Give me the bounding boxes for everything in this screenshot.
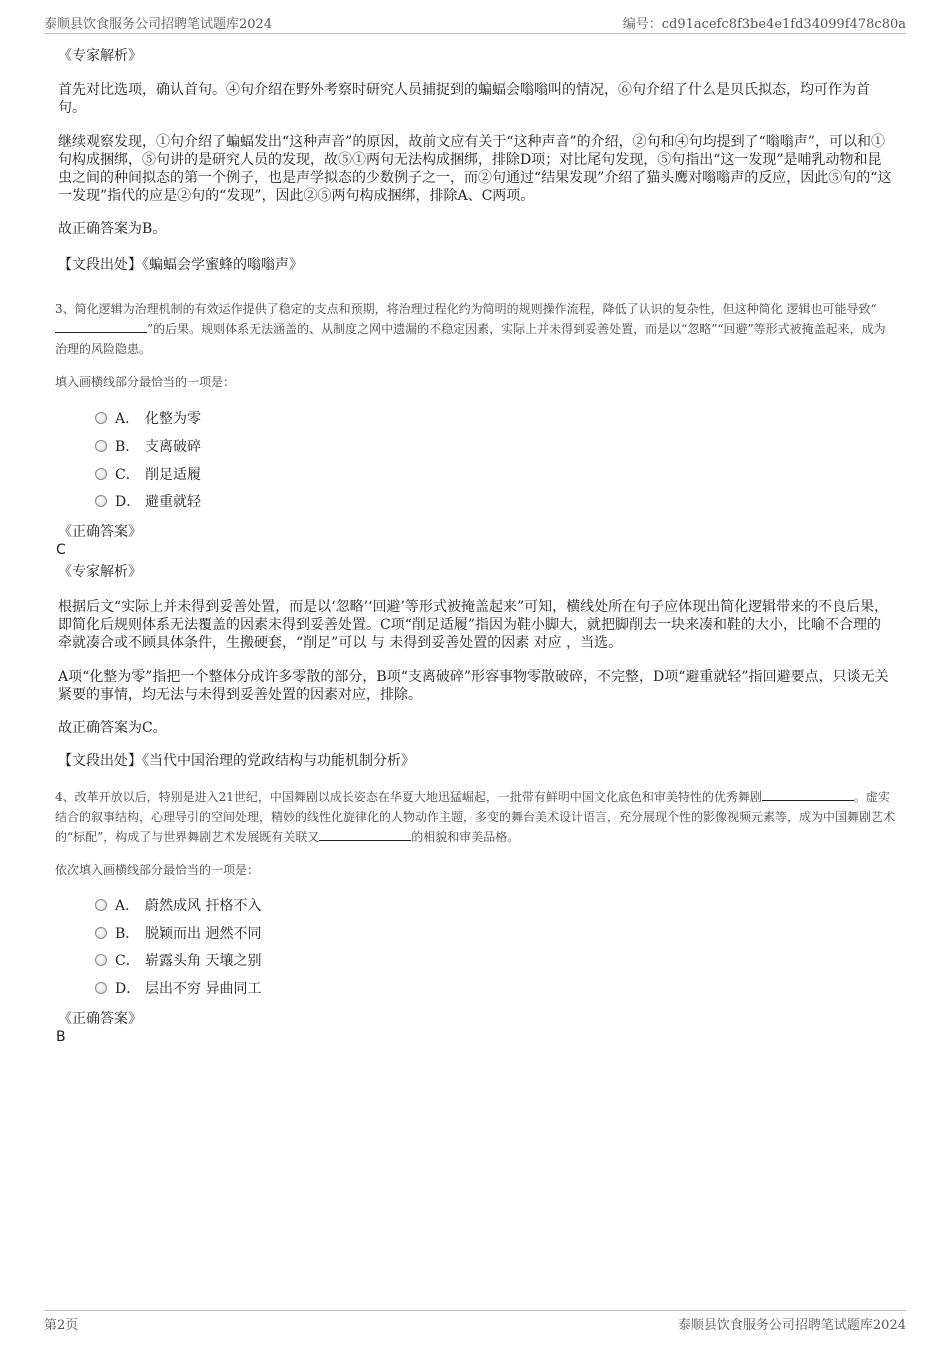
header-title: 泰顺县饮食服务公司招聘笔试题库2024 [44,17,273,32]
answer-label: 《正确答案》 [58,524,142,540]
option-d[interactable]: D． 避重就轻 [95,491,201,513]
question-stem [55,787,895,847]
page-footer [44,1310,906,1333]
analysis-label: 《专家解析》 [58,564,142,580]
radio-icon[interactable] [95,495,107,507]
answer-label: 《正确答案》 [58,1011,142,1027]
question-prompt: 依次填入画横线部分最恰当的一项是： [55,863,260,877]
page-number: 第2页 [44,1318,79,1333]
question-stem-part: 3、简化逻辑为治理机制的有效运作提供了稳定的支点和预期，将治理过程化约为简明的规则操作流程，降低了认识的复杂性，但这种简化 逻辑也可能导致“ [55,302,877,316]
question-prompt: 填入画横线部分最恰当的一项是： [55,375,236,389]
analysis-paragraph: 根据后文“实际上并未得到妥善处置，而是以‘忽略’‘回避’等形式被掩盖起来”可知，横线处所在句子应体现出简化逻辑带来的不良后果，即简化后规则体系无法覆盖的因素未得到妥善处置。C项“削足适履”指因为鞋小脚大，就把脚削去一块来凑和鞋的大小，比喻不合理的牵就凑合或不顾具体条件，生搬硬套，“削足”可以 与 未得到妥善处置的因素 对应 ，当选。 [58,599,889,651]
source-citation: 【文段出处】《蝙蝠会学蜜蜂的嗡嗡声》 [58,257,303,273]
fill-blank [762,788,854,801]
analysis-paragraph: A项“化整为零”指把一个整体分成许多零散的部分，B项“支离破碎”形容事物零散破碎，不完整，D项“避重就轻”指回避要点，只谈无关紧要的事情，均无法与未得到妥善处置的因素对应，排除。 [58,669,889,703]
option-c[interactable]: C． 削足适履 [95,464,201,486]
conclusion: 故正确答案为C。 [58,720,167,736]
source-citation: 【文段出处】《当代中国治理的党政结构与功能机制分析》 [58,753,415,769]
option-a[interactable]: A． 蔚然成风 扞格不入 [95,895,261,917]
page-header [44,13,906,34]
analysis-paragraph: 首先对比选项，确认首句。④句介绍在野外考察时研究人员捕捉到的蝙蝠会嗡嗡叫的情况，⑥句介绍了什么是贝氏拟态，均可作为首句。 [58,82,870,116]
question-stem-part: 4、改革开放以后，特别是进入21世纪，中国舞剧以成长姿态在华夏大地迅猛崛起，一批带有鲜明中国文化底色和审美特性的优秀舞剧 [55,790,762,804]
radio-icon[interactable] [95,927,107,939]
analysis-label: 《专家解析》 [58,48,142,64]
question-stem-part: 的相貌和审美品格。 [411,830,520,844]
analysis-paragraph: 继续观察发现，①句介绍了蝙蝠发出“这种声音”的原因，故前文应有关于“这种声音”的介绍，②句和④句均提到了“嗡嗡声”，可以和①句构成捆绑，⑤句讲的是研究人员的发现，故⑤①两句无法构成捆绑，排除D项；对比尾句发现，⑤句指出“这一发现”是哺乳动物和昆虫之间的种间拟态的第一个例子，也是声学拟态的少数例子之一，而②句通过“结果发现”介绍了猫头鹰对嗡嗡声的反应，因此⑤句的“这一发现”指代的应是②句的“发现”，因此②⑤两句构成捆绑，排除A、C两项。 [58,134,892,204]
radio-icon[interactable] [95,954,107,966]
radio-icon[interactable] [95,982,107,994]
footer-title: 泰顺县饮食服务公司招聘笔试题库2024 [677,1318,906,1333]
option-b[interactable]: B． 支离破碎 [95,436,201,458]
answer-value: C [56,542,66,558]
fill-blank [319,828,411,841]
answer-value: B [56,1029,66,1045]
question-stem-part: 。虚实结合的叙事结构，心理导引的空间处理，精妙的线性化旋律化的人物动作主题，多变的舞台美术设计语言，充分展现个性的影像视频元素等，成为中国舞剧艺术的“标配”，构成了与世界舞剧艺术发展既有关联又 [55,790,896,844]
radio-icon[interactable] [95,899,107,911]
question-stem-part: ”的后果。规则体系无法涵盖的、从制度之网中遗漏的不稳定因素，实际上并未得到妥善处置，而是以“忽略”“回避”等形式被掩盖起来，成为治理的风险隐患。 [55,322,886,356]
radio-icon[interactable] [95,468,107,480]
radio-icon[interactable] [95,412,107,424]
radio-icon[interactable] [95,440,107,452]
option-d[interactable]: D． 层出不穷 异曲同工 [95,978,261,1000]
header-serial: 编号：cd91acefc8f3be4e1fd34099f478c80a [622,17,906,32]
option-c[interactable]: C． 崭露头角 天壤之别 [95,950,261,972]
conclusion: 故正确答案为B。 [58,221,167,237]
question-stem [55,299,895,359]
option-b[interactable]: B． 脱颖而出 迥然不同 [95,923,261,945]
option-a[interactable]: A． 化整为零 [95,408,201,430]
fill-blank [55,320,147,333]
